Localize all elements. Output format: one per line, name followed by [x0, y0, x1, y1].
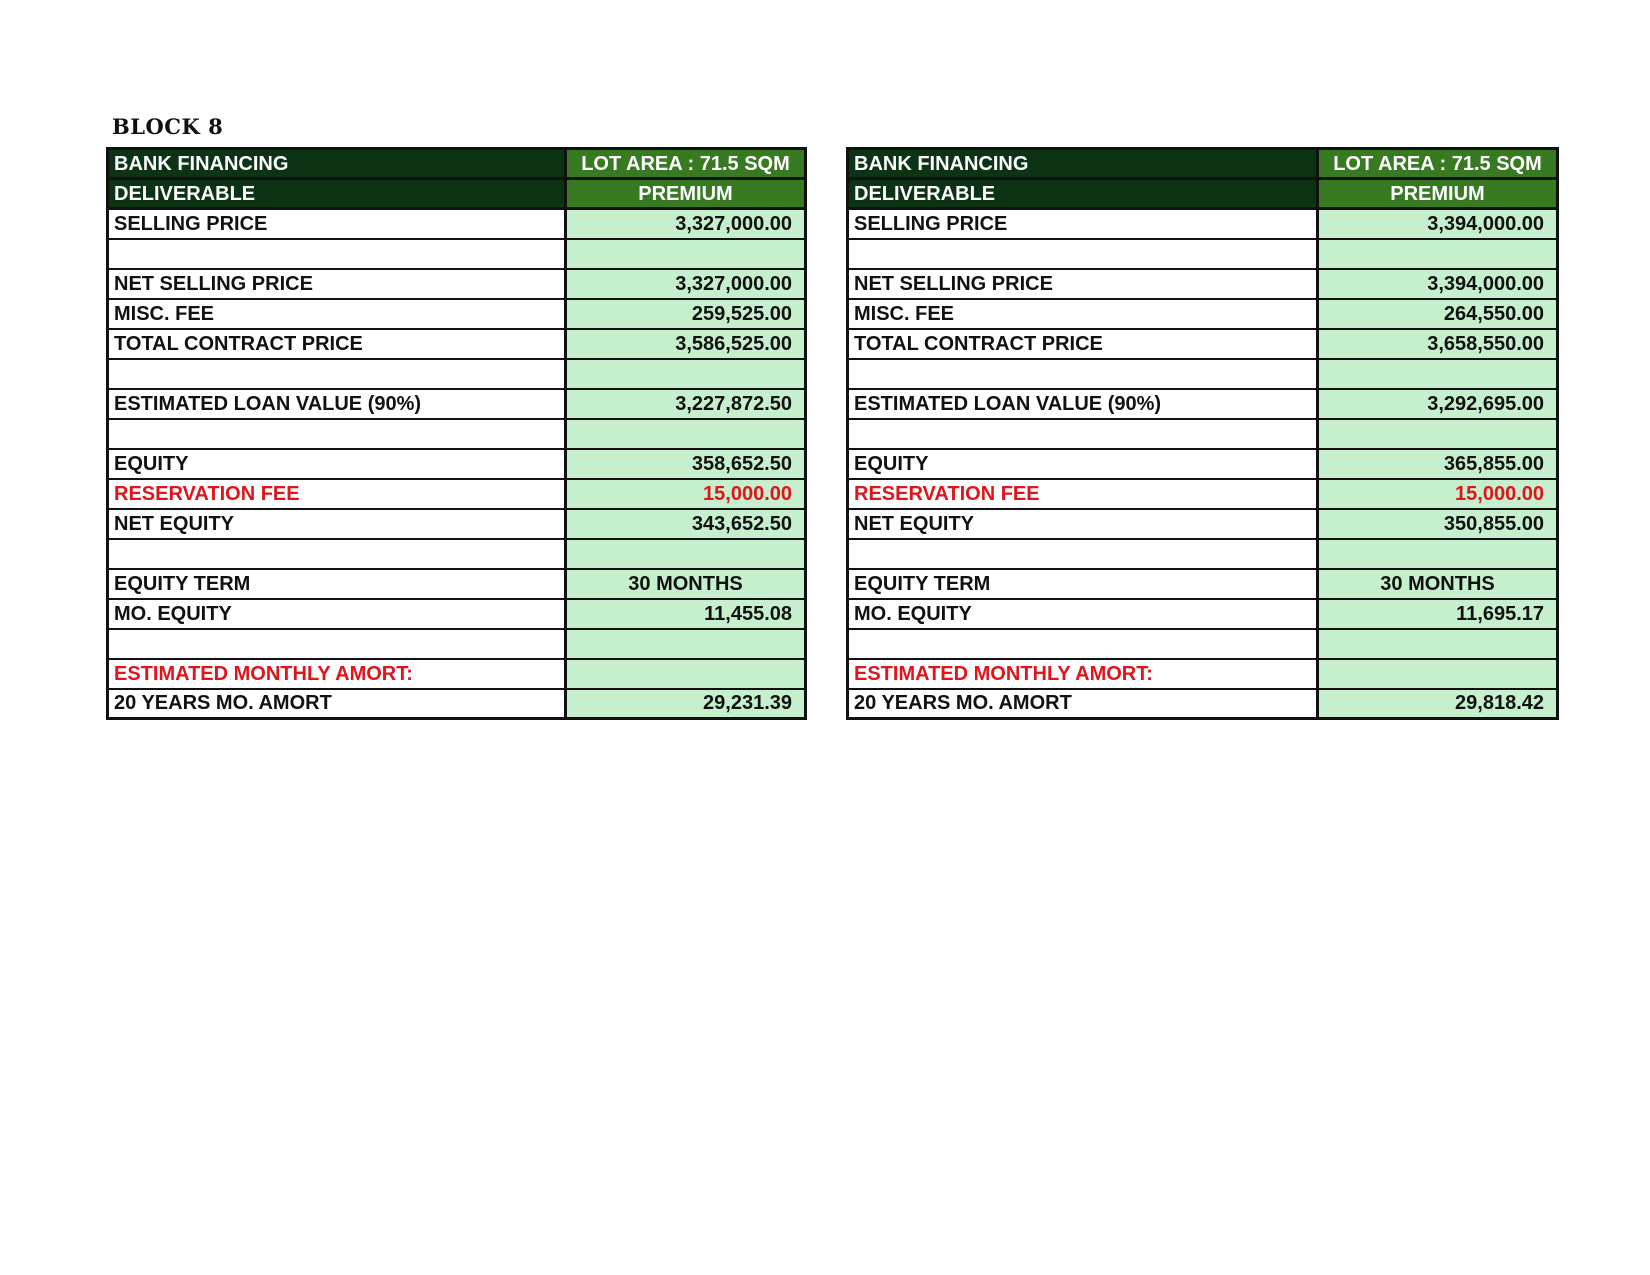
row-value: 365,855.00 [1318, 449, 1558, 479]
table-row [108, 479, 806, 509]
financing-table-right [846, 147, 1559, 720]
row-value: 29,231.39 [566, 689, 806, 719]
deliverable-value: PREMIUM [1318, 179, 1558, 209]
deliverable-label: DELIVERABLE [848, 179, 1318, 209]
row-label: ESTIMATED LOAN VALUE (90%) [848, 389, 1318, 419]
row-label: EQUITY TERM [848, 569, 1318, 599]
table-row [108, 419, 806, 449]
row-value: 30 MONTHS [566, 569, 806, 599]
row-label: 20 YEARS MO. AMORT [108, 689, 566, 719]
row-value [566, 239, 806, 269]
header-row [848, 149, 1558, 179]
row-label [108, 419, 566, 449]
row-value: 29,818.42 [1318, 689, 1558, 719]
row-label [848, 359, 1318, 389]
row-value: 30 MONTHS [1318, 569, 1558, 599]
row-value: 11,455.08 [566, 599, 806, 629]
table-row [848, 569, 1558, 599]
table-row [848, 389, 1558, 419]
table-row [848, 359, 1558, 389]
row-value: 3,586,525.00 [566, 329, 806, 359]
deliverable-value: PREMIUM [566, 179, 806, 209]
row-label: NET EQUITY [108, 509, 566, 539]
row-value [1318, 359, 1558, 389]
row-label [108, 359, 566, 389]
table-row [108, 629, 806, 659]
row-label [108, 539, 566, 569]
table-row [108, 539, 806, 569]
row-value: 3,292,695.00 [1318, 389, 1558, 419]
table-row [108, 239, 806, 269]
financing-table-left [106, 147, 807, 720]
row-label: ESTIMATED LOAN VALUE (90%) [108, 389, 566, 419]
table-row [108, 389, 806, 419]
table-row [108, 509, 806, 539]
row-value [1318, 629, 1558, 659]
block-title: BLOCK 8 [112, 114, 224, 139]
row-value: 11,695.17 [1318, 599, 1558, 629]
table-row [848, 239, 1558, 269]
row-label: MISC. FEE [848, 299, 1318, 329]
row-label: TOTAL CONTRACT PRICE [848, 329, 1318, 359]
table-row [108, 569, 806, 599]
table-row [848, 299, 1558, 329]
table-row [108, 689, 806, 719]
row-value: 350,855.00 [1318, 509, 1558, 539]
row-label [848, 419, 1318, 449]
row-value: 3,394,000.00 [1318, 269, 1558, 299]
table-row [108, 449, 806, 479]
table-row [108, 299, 806, 329]
row-label: MO. EQUITY [108, 599, 566, 629]
row-value [566, 359, 806, 389]
row-label: EQUITY TERM [108, 569, 566, 599]
row-value [1318, 419, 1558, 449]
table-row [848, 269, 1558, 299]
row-label: MO. EQUITY [848, 599, 1318, 629]
row-label: MISC. FEE [108, 299, 566, 329]
table-row [848, 479, 1558, 509]
row-label: EQUITY [108, 449, 566, 479]
row-label: NET EQUITY [848, 509, 1318, 539]
bank-financing-label: BANK FINANCING [848, 149, 1318, 179]
lot-area-label: LOT AREA : 71.5 SQM [1318, 149, 1558, 179]
row-label [848, 629, 1318, 659]
row-label: TOTAL CONTRACT PRICE [108, 329, 566, 359]
lot-area-label: LOT AREA : 71.5 SQM [566, 149, 806, 179]
row-label: EQUITY [848, 449, 1318, 479]
row-value: 259,525.00 [566, 299, 806, 329]
row-label [848, 239, 1318, 269]
table-row [848, 449, 1558, 479]
row-label: ESTIMATED MONTHLY AMORT: [848, 659, 1318, 689]
table-row [848, 539, 1558, 569]
table-row [108, 359, 806, 389]
row-label: NET SELLING PRICE [108, 269, 566, 299]
row-value: 15,000.00 [566, 479, 806, 509]
row-label: SELLING PRICE [848, 209, 1318, 239]
table-row [108, 269, 806, 299]
row-label: SELLING PRICE [108, 209, 566, 239]
deliverable-label: DELIVERABLE [108, 179, 566, 209]
table-row [848, 509, 1558, 539]
row-label: 20 YEARS MO. AMORT [848, 689, 1318, 719]
table-row [848, 659, 1558, 689]
row-value: 264,550.00 [1318, 299, 1558, 329]
table-row [848, 209, 1558, 239]
row-label [848, 539, 1318, 569]
row-value: 3,658,550.00 [1318, 329, 1558, 359]
row-value: 358,652.50 [566, 449, 806, 479]
table-row [108, 659, 806, 689]
table-row [108, 329, 806, 359]
row-value: 3,394,000.00 [1318, 209, 1558, 239]
row-label [108, 629, 566, 659]
row-value: 3,327,000.00 [566, 209, 806, 239]
row-label: RESERVATION FEE [848, 479, 1318, 509]
row-label [108, 239, 566, 269]
header-row [108, 149, 806, 179]
table-row [848, 599, 1558, 629]
row-value [566, 419, 806, 449]
row-value: 3,327,000.00 [566, 269, 806, 299]
row-label: RESERVATION FEE [108, 479, 566, 509]
row-value [566, 629, 806, 659]
row-value: 343,652.50 [566, 509, 806, 539]
row-value [566, 659, 806, 689]
table-row [848, 329, 1558, 359]
table-row [848, 419, 1558, 449]
row-value [1318, 659, 1558, 689]
row-value: 15,000.00 [1318, 479, 1558, 509]
row-value [566, 539, 806, 569]
row-label: NET SELLING PRICE [848, 269, 1318, 299]
table-row [848, 629, 1558, 659]
deliverable-row [848, 179, 1558, 209]
table-row [108, 209, 806, 239]
table-row [848, 689, 1558, 719]
row-label: ESTIMATED MONTHLY AMORT: [108, 659, 566, 689]
table-row [108, 599, 806, 629]
bank-financing-label: BANK FINANCING [108, 149, 566, 179]
row-value [1318, 539, 1558, 569]
row-value [1318, 239, 1558, 269]
row-value: 3,227,872.50 [566, 389, 806, 419]
deliverable-row [108, 179, 806, 209]
